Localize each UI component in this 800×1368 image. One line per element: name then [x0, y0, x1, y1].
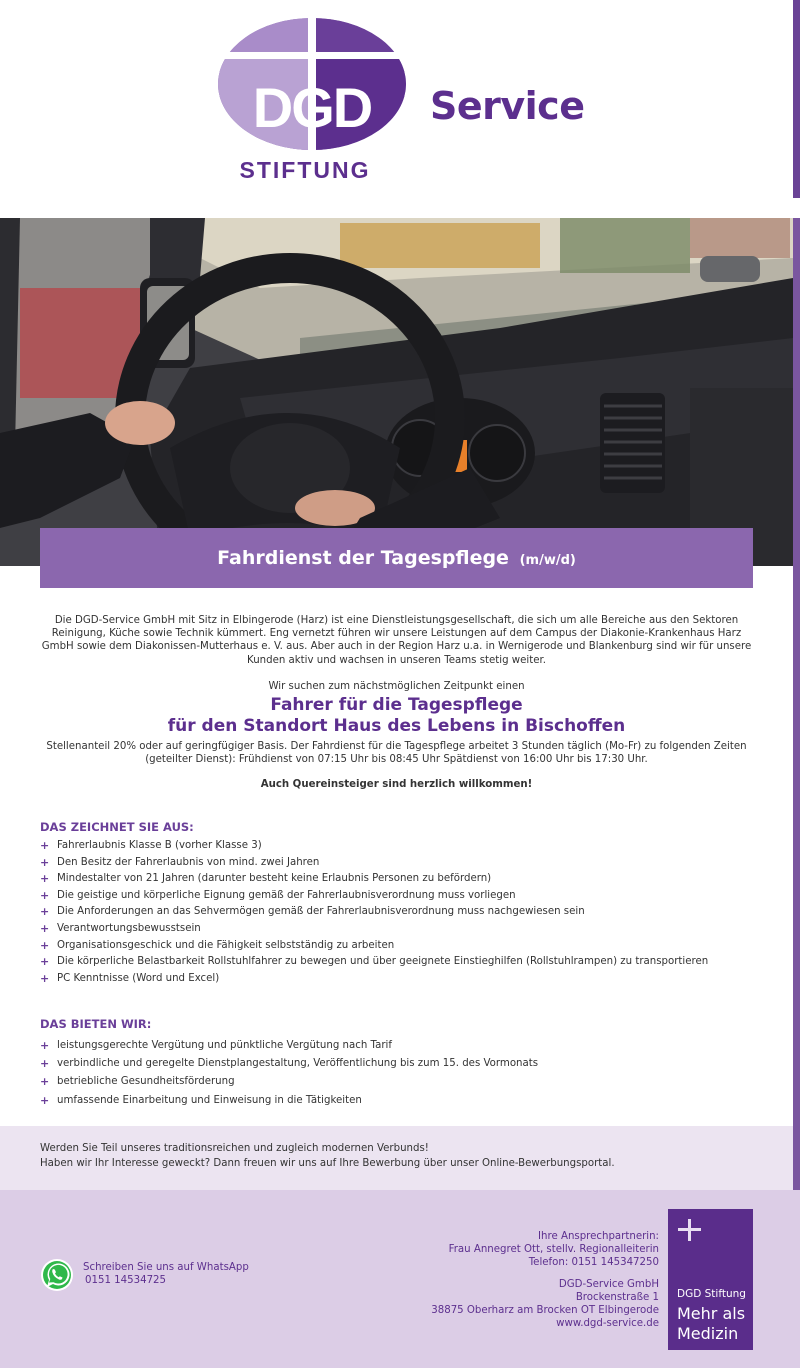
plate-org-name: DGD Stiftung	[677, 1288, 746, 1300]
dgd-stiftung-logo	[216, 12, 408, 192]
edge-accent-bar-top	[793, 0, 800, 198]
job-title	[217, 547, 576, 569]
plate-slogan: Mehr als Medizin	[677, 1304, 746, 1343]
plus-bullet-icon: +	[40, 955, 50, 969]
dgd-stiftung-plate	[668, 1209, 753, 1350]
cta-line-1: Werden Sie Teil unseres traditionsreichen und zugleich modernen Verbunds!	[40, 1143, 429, 1154]
list-item: + PC Kenntnisse (Word und Excel)	[40, 971, 220, 985]
edge-accent-bar	[793, 218, 800, 1198]
header	[0, 0, 793, 218]
job-title-banner	[40, 528, 753, 588]
list-item: + betriebliche Gesundheitsförderung	[40, 1075, 235, 1089]
employment-terms: Stellenanteil 20% oder auf geringfügiger Basis. Der Fahrdienst für die Tagespflege arbeitet 3 Stunden täglich (Mo-Fr) zu folgenden Zeiten (geteilter Dienst): Frühdienst von 07:15 Uhr bis 08:45 Uhr Spätdienst von 16:00 Uhr bis 17:30 Uhr.	[46, 741, 747, 766]
whatsapp-label: Schreiben Sie uns auf WhatsApp	[83, 1262, 249, 1273]
list-item: + Die körperliche Belastbarkeit Rollstuhlfahrer zu bewegen und über geeignete Einstieghilfen (Rollstuhlrampen) zu transportieren	[40, 955, 709, 969]
company-website-link[interactable]: www.dgd-service.de	[556, 1318, 659, 1329]
gender-suffix: (m/w/d)	[519, 553, 576, 568]
company-street: Brockenstraße 1	[575, 1292, 659, 1303]
job-title-text: Fahrdienst der Tagespflege	[217, 547, 509, 569]
company-name: DGD-Service GmbH	[558, 1279, 659, 1290]
plus-bullet-icon: +	[40, 872, 50, 886]
list-item: + Verantwortungsbewusstsein	[40, 921, 201, 935]
list-item: + Die Anforderungen an das Sehvermögen gemäß der Fahrerlaubnisverordnung muss nachgewiesen sein	[40, 905, 585, 919]
requirements-list	[40, 840, 753, 989]
plus-bullet-icon: +	[40, 1039, 50, 1052]
svg-text:DGD: DGD	[252, 76, 372, 139]
whatsapp-icon[interactable]	[40, 1258, 74, 1292]
offers-list	[40, 1040, 753, 1113]
plus-bullet-icon: +	[40, 1075, 50, 1089]
contact-heading: Ihre Ansprechpartnerin:	[538, 1231, 659, 1242]
search-line: Wir suchen zum nächstmöglichen Zeitpunkt einen	[268, 681, 525, 692]
plus-bullet-icon: +	[40, 839, 50, 852]
list-item: + Mindestalter von 21 Jahren (darunter besteht keine Erlaubnis Personen zu befördern)	[40, 872, 492, 886]
service-wordmark: Service	[430, 84, 585, 128]
list-item: + umfassende Einarbeitung und Einweisung in die Tätigkeiten	[40, 1093, 362, 1107]
career-changer-note: Auch Quereinsteiger sind herzlich willkommen!	[260, 779, 533, 790]
svg-text:STIFTUNG: STIFTUNG	[239, 157, 371, 183]
plus-bullet-icon: +	[40, 1093, 50, 1107]
company-address	[431, 1278, 659, 1330]
plus-bullet-icon: +	[40, 1057, 50, 1071]
plus-bullet-icon: +	[40, 888, 50, 902]
position-title-line2: für den Standort Haus des Lebens in Bischoffen	[167, 716, 626, 736]
call-to-action-band	[0, 1126, 793, 1190]
cta-line-2: Haben wir Ihr Interesse geweckt? Dann freuen wir uns auf Ihre Bewerbung über unser Online-Bewerbungsportal.	[40, 1158, 615, 1169]
plus-bullet-icon: +	[40, 855, 50, 869]
requirements-heading: DAS ZEICHNET SIE AUS:	[40, 820, 194, 834]
plus-bullet-icon: +	[40, 938, 50, 952]
whatsapp-contact[interactable]	[83, 1262, 249, 1287]
whatsapp-number: 0151 14534725	[85, 1274, 167, 1286]
plus-bullet-icon: +	[40, 905, 50, 919]
hero-photo-driver	[0, 218, 793, 566]
contact-name: Frau Annegret Ott, stellv. Regionalleiterin	[448, 1244, 659, 1255]
contact-person	[449, 1230, 659, 1269]
list-item: + Die geistige und körperliche Eignung gemäß der Fahrerlaubnisverordnung muss vorliegen	[40, 888, 516, 902]
list-item: + leistungsgerechte Vergütung und pünktliche Vergütung nach Tarif	[40, 1039, 392, 1052]
list-item: + Fahrerlaubnis Klasse B (vorher Klasse 3)	[40, 839, 262, 852]
position-title-line1: Fahrer für die Tagespflege	[270, 695, 523, 715]
contact-phone[interactable]: Telefon: 0151 145347250	[528, 1257, 659, 1268]
plus-bullet-icon: +	[40, 921, 50, 935]
list-item: + verbindliche und geregelte Dienstplangestaltung, Veröffentlichung bis zum 15. des Vormonats	[40, 1057, 539, 1071]
offers-heading: DAS BIETEN WIR:	[40, 1017, 152, 1031]
list-item: + Organisationsgeschick und die Fähigkeit selbstständig zu arbeiten	[40, 938, 395, 952]
plus-bullet-icon: +	[40, 971, 50, 985]
list-item: + Den Besitz der Fahrerlaubnis von mind. zwei Jahren	[40, 855, 320, 869]
company-intro: Die DGD-Service GmbH mit Sitz in Elbingerode (Harz) ist eine Dienstleistungsgesellschaft, die sich um alle Bereiche aus den Sektoren Reinigung, Küche sowie Technik kümmert. Eng vernetzt führen wir unsere Leistungen auf dem Campus der Diakonie-Krankenhaus Harz GmbH sowie dem Diakonissen-Mutterhaus e. V. aus. Aber auch in der Region Harz u.a. in Wernigerode und Blankenburg sind wir für unsere Kunden aktiv und wachsen in unseren Teams stetig weiter.	[41, 615, 752, 666]
company-city: 38875 Oberharz am Brocken OT Elbingerode	[431, 1305, 659, 1316]
